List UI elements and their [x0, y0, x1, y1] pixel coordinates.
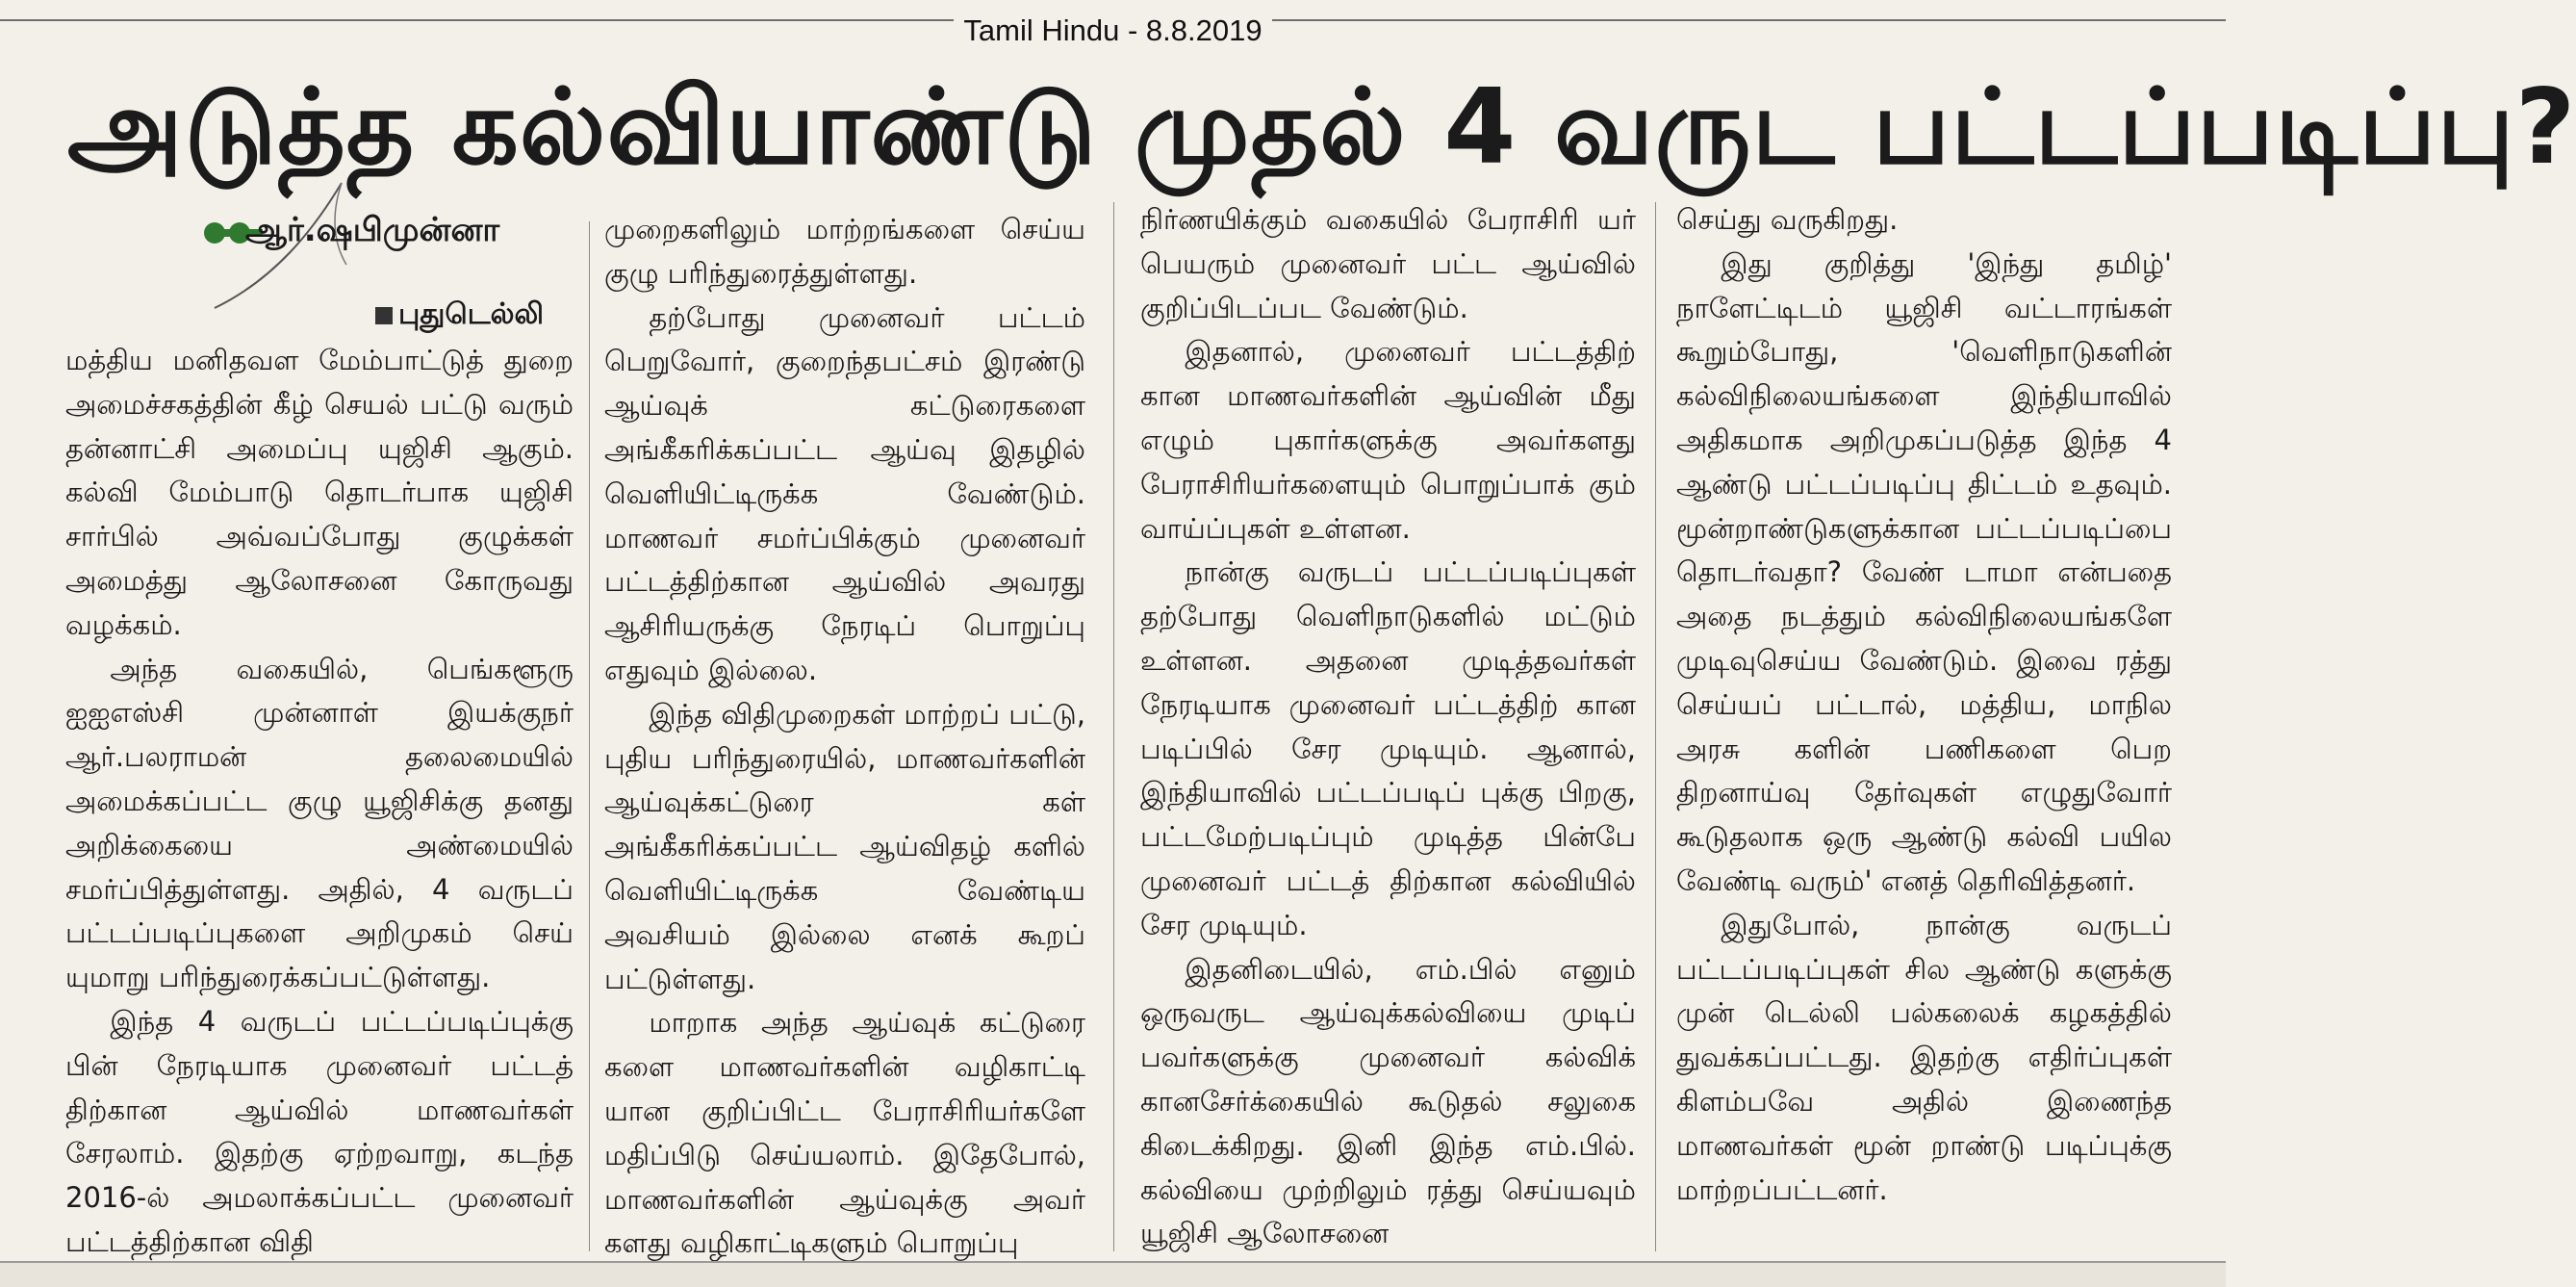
bottom-strip: [0, 1263, 2226, 1287]
column-divider: [589, 221, 590, 1251]
paragraph: இந்த 4 வருடப் பட்டப்படிப்புக்கு பின் நேரடியாக முனைவர் பட்டத் திற்கான ஆய்வில் மாணவர்கள் சேரலாம். இதற்கு ஏற்றவாறு, கடந்த 2016-ல் அமலாக்கப்பட்ட முனைவர் பட்டத்திற்கான விதி: [65, 1004, 574, 1258]
column-divider: [1655, 202, 1656, 1251]
column-divider: [1113, 202, 1114, 1251]
paragraph: இதனிடையில், எம்.பில் எனும் ஒருவருட ஆய்வுக்கல்வியை முடிப் பவர்களுக்கு முனைவர் கல்விக் கானசேர்க்கையில் கூடுதல் சலுகை கிடைக்கிறது. இனி இந்த எம்.பில். கல்வியை முற்றிலும் ரத்து செய்யவும் யூஜிசி ஆலோசனை: [1140, 952, 1636, 1250]
paragraph: இதுபோல், நான்கு வருடப் பட்டப்படிப்புகள் சில ஆண்டு களுக்கு முன் டெல்லி பல்கலைக் கழகத்தில் துவக்கப்பட்டது. இதற்கு எதிர்ப்புகள் கிளம்பவே அதில் இணைந்த மாணவர்கள் மூன் றாண்டு படிப்புக்கு மாற்றப்பட்டனர்.: [1676, 908, 2172, 1206]
article-column-4: [1676, 198, 2172, 1249]
paragraph: தற்போது முனைவர் பட்டம் பெறுவோர், குறைந்தபட்சம் இரண்டு ஆய்வுக் கட்டுரைகளை அங்கீகரிக்கப்பட்ட ஆய்வு இதழில் வெளியிட்டிருக்க வேண்டும். மாணவர் சமர்ப்பிக்கும் முனைவர் பட்டத்திற்கான ஆய்வில் அவரது ஆசிரியருக்கு நேரடிப் பொறுப்பு எதுவும் இல்லை.: [604, 300, 1085, 686]
headline: அடுத்த கல்வியாண்டு முதல் 4 வருட பட்டப்படிப்பு?: [67, 67, 2576, 188]
paragraph: இதனால், முனைவர் பட்டத்திற் கான மாணவர்களின் ஆய்வின் மீது எழும் புகார்களுக்கு அவர்களது பேராசிரியர்களையும் பொறுப்பாக் கும் வாய்ப்புகள் உள்ளன.: [1140, 335, 1636, 545]
article-column-3: [1140, 198, 1636, 1249]
dateline-square-icon: [375, 307, 393, 324]
paragraph: இது குறித்து 'இந்து தமிழ்' நாளேட்டிடம் யூஜிசி வட்டாரங்கள் கூறும்போது, 'வெளிநாடுகளின் கல்விநிலையங்களை இந்தியாவில் அதிகமாக அறிமுகப்படுத்த இந்த 4 ஆண்டு பட்டப்படிப்பு திட்டம் உதவும். மூன்றாண்டுகளுக்கான பட்டப்படிப்பை தொடர்வதா? வேண் டாமா என்பதை அதை நடத்தும் கல்விநிலையங்களே முடிவுசெய்ய வேண்டும். இவை ரத்து செய்யப் பட்டால், மத்திய, மாநில அரசு களின் பணிகளை பெற திறனாய்வு தேர்வுகள் எழுதுவோர் கூடுதலாக ஒரு ஆண்டு கல்வி பயில வேண்டி வரும்' எனத் தெரிவித்தனர்.: [1676, 246, 2172, 897]
paragraph: செய்து வருகிறது.: [1676, 203, 1899, 236]
paragraph: நான்கு வருடப் பட்டப்படிப்புகள் தற்போது வெளிநாடுகளில் மட்டும் உள்ளன. அதனை முடித்தவர்கள் நேரடியாக முனைவர் பட்டத்திற் கான படிப்பில் சேர முடியும். ஆனால், இந்தியாவில் பட்டப்படிப் புக்கு பிறகு, பட்டமேற்படிப்பும் முடித்த பின்பே முனைவர் பட்டத் திற்கான கல்வியில் சேர முடியும்.: [1140, 555, 1636, 941]
paragraph: முறைகளிலும் மாற்றங்களை செய்ய குழு பரிந்துரைத்துள்ளது.: [604, 213, 1085, 290]
source-label: Tamil Hindu - 8.8.2019: [0, 13, 2226, 48]
dateline: புதுடெல்லி: [375, 292, 597, 338]
byline: ஆர்.ஷபிமுன்னா: [245, 211, 500, 249]
article-column-1: [65, 339, 574, 1258]
paragraph: நிர்ணயிக்கும் வகையில் பேராசிரி யர் பெயரும் முனைவர் பட்ட ஆய்வில் குறிப்பிடப்பட வேண்டும்.: [1140, 203, 1636, 324]
paragraph: மத்திய மனிதவள மேம்பாட்டுத் துறை அமைச்சகத்தின் கீழ் செயல் பட்டு வரும் தன்னாட்சி அமைப்பு யுஜிசி ஆகும். கல்வி மேம்பாடு தொடர்பாக யுஜிசி சார்பில் அவ்வப்போது குழுக்கள் அமைத்து ஆலோசனை கோருவது வழக்கம்.: [65, 344, 574, 641]
paragraph: மாறாக அந்த ஆய்வுக் கட்டுரை களை மாணவர்களின் வழிகாட்டி யான குறிப்பிட்ட பேராசிரியர்களே மதிப்பிடு செய்யலாம். இதேபோல், மாணவர்களின் ஆய்வுக்கு அவர் களது வழிகாட்டிகளும் பொறுப்பு: [604, 1006, 1085, 1260]
paragraph: அந்த வகையில், பெங்களூரு ஐஐஎஸ்சி முன்னாள் இயக்குநர் ஆர்.பலராமன் தலைமையில் அமைக்கப்பட்ட குழு யூஜிசிக்கு தனது அறிக்கையை அண்மையில் சமர்ப்பித்துள்ளது. அதில், 4 வருடப் பட்டப்படிப்புகளை அறிமுகம் செய் யுமாறு பரிந்துரைக்கப்பட்டுள்ளது.: [65, 652, 574, 994]
article-column-2: [604, 208, 1085, 1260]
paragraph: இந்த விதிமுறைகள் மாற்றப் பட்டு, புதிய பரிந்துரையில், மாணவர்களின் ஆய்வுக்கட்டுரை கள் அங்கீகரிக்கப்பட்ட ஆய்விதழ் களில் வெளியிட்டிருக்க வேண்டிய அவசியம் இல்லை எனக் கூறப் பட்டுள்ளது.: [604, 697, 1085, 995]
